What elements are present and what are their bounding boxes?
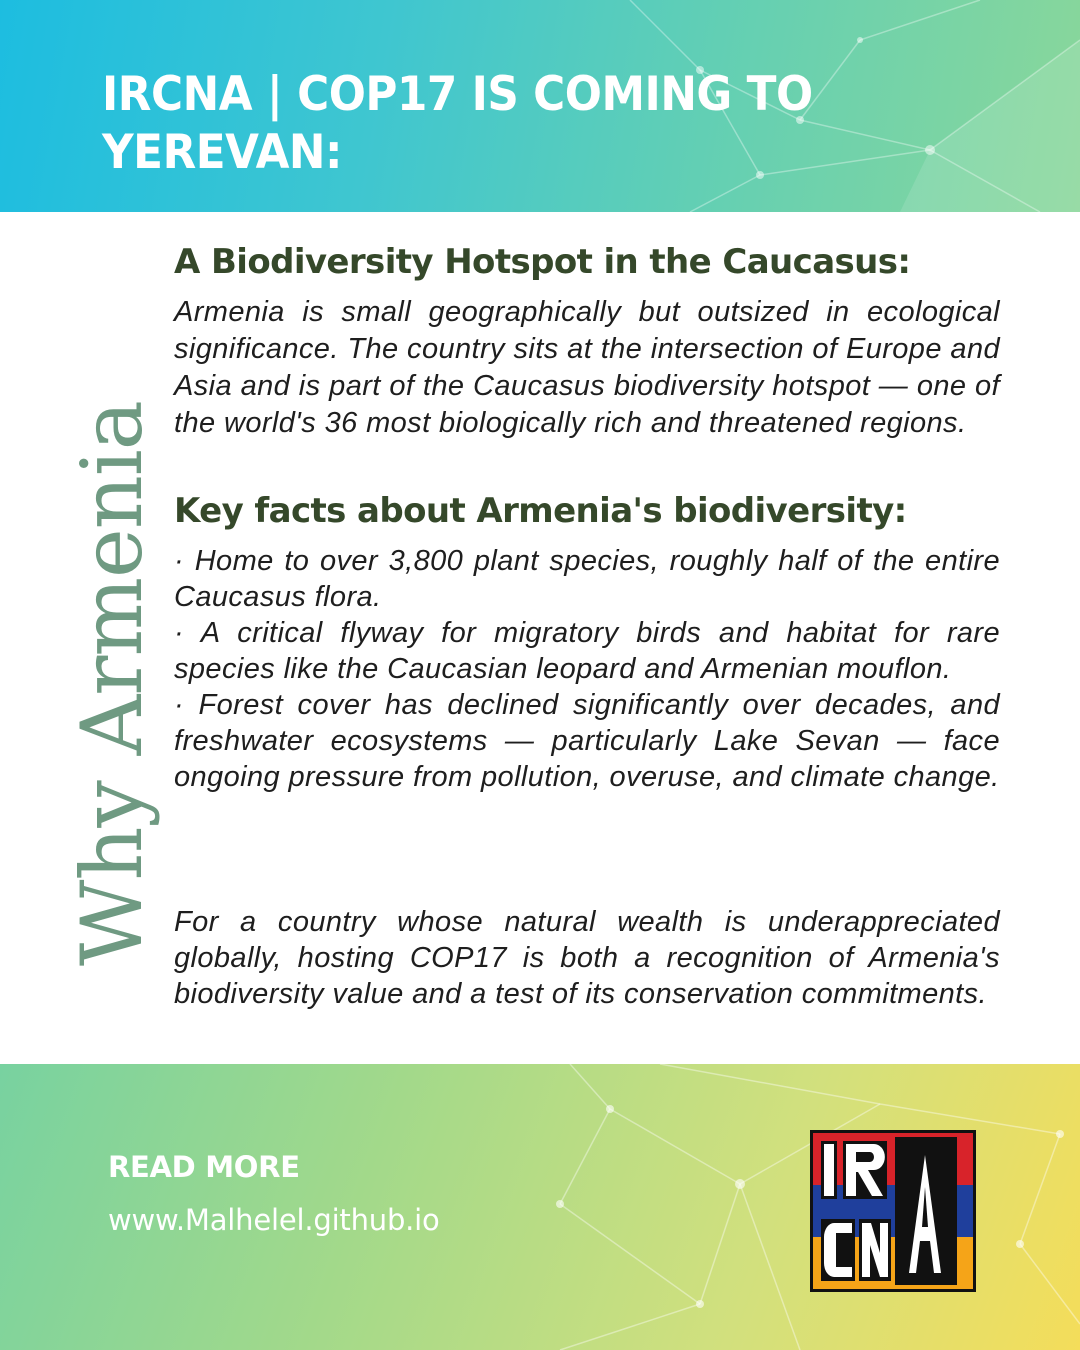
section-heading-key-facts: Key facts about Armenia's biodiversity: [174,491,907,531]
fact-item: · Home to over 3,800 plant species, roughly half of the entire Caucasus flora. [174,545,1000,613]
website-link[interactable]: www.Malhelel.github.io [108,1203,440,1237]
closing-paragraph: For a country whose natural wealth is underappreciated globally, hosting COP17 is both a recognition of Armenia's biodiversity value and a test of its conservation commitments. [174,906,1000,1010]
ircna-logo [810,1130,976,1292]
read-more-label: READ MORE [108,1150,300,1184]
side-label: Why Armenia [63,401,161,966]
header-banner [0,0,1080,212]
page-title: IRCNA | COP17 IS COMING TO YEREVAN: [102,67,813,180]
fact-item: · A critical flyway for migratory birds and habitat for rare species like the Caucasian leopard and Armenian mouflon. [174,617,1000,685]
section-heading-hotspot: A Biodiversity Hotspot in the Caucasus: [174,242,911,282]
intro-paragraph: Armenia is small geographically but outsized in ecological significance. The country sits at the intersection of Europe and Asia and is part of the Caucasus biodiversity hotspot — one of the world's 36 most biologically rich and threatened regions. [174,296,1000,439]
ircna-logo-mark [813,1133,973,1289]
fact-item: · Forest cover has declined significantly over decades, and freshwater ecosystems — particularly Lake Sevan — face ongoing pressure from pollution, overuse, and climate change. [174,689,1000,793]
facts-list [174,543,1000,795]
